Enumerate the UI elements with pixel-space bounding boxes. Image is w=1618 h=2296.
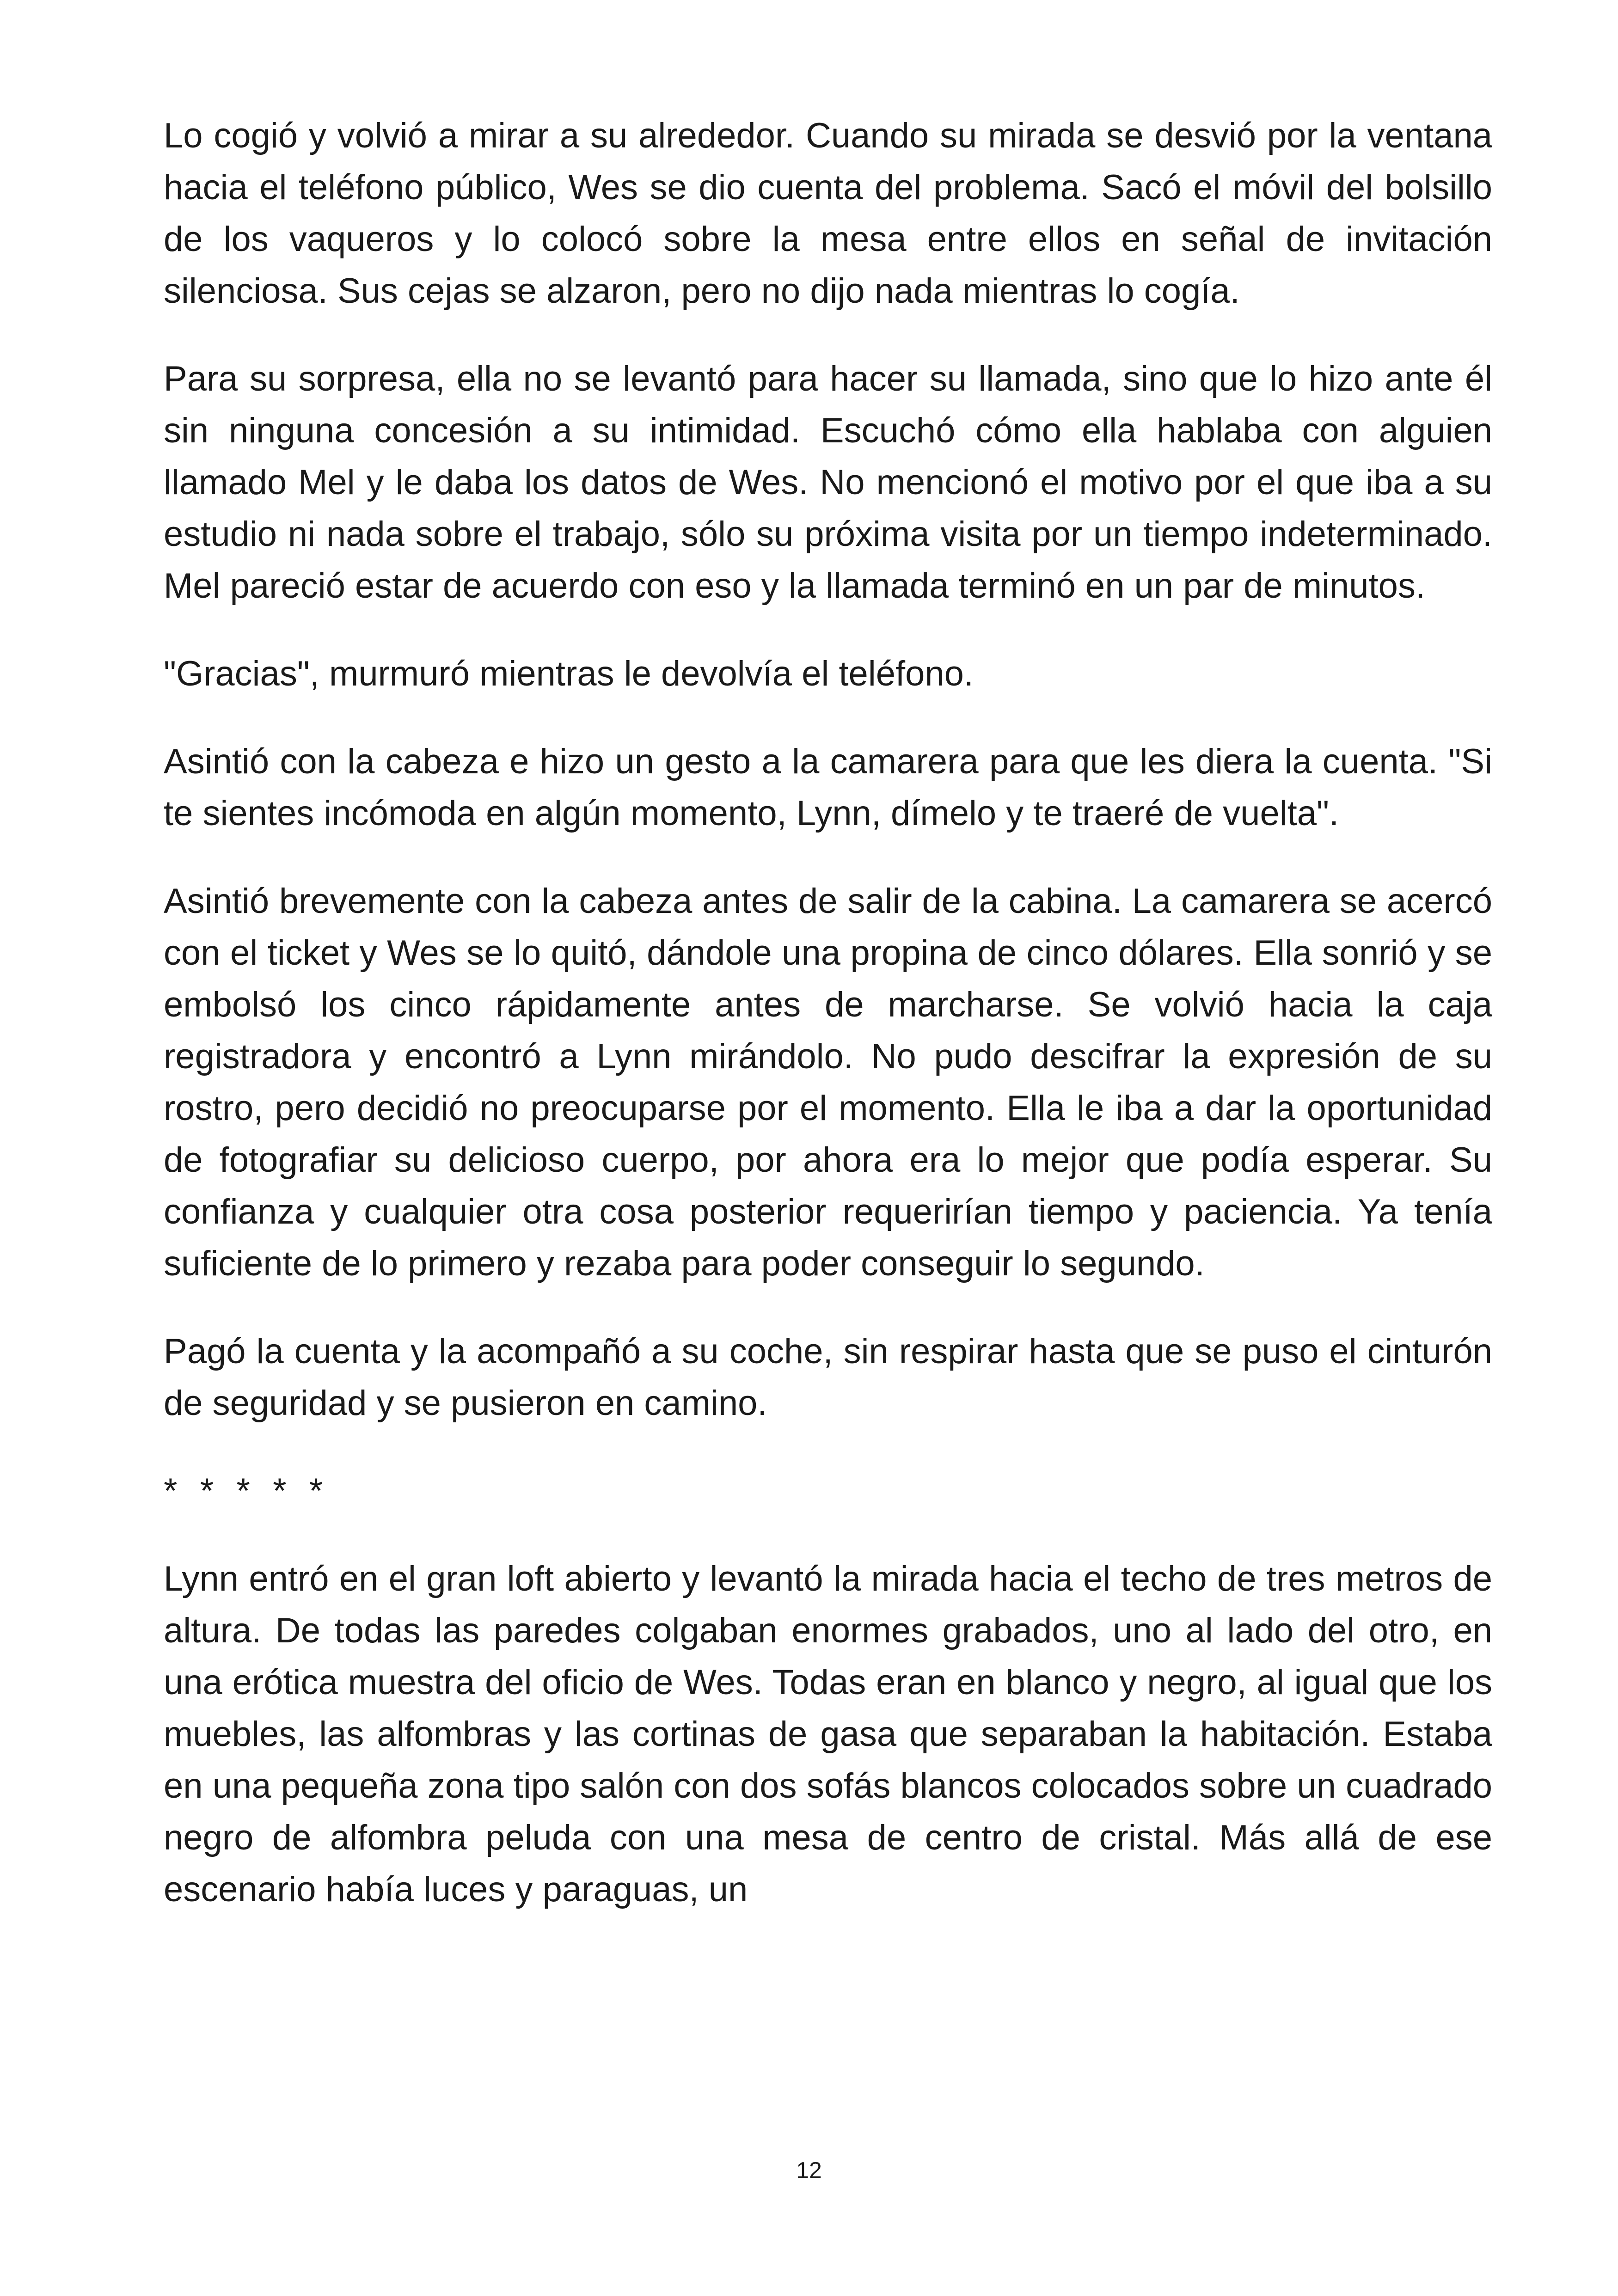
paragraph: Lo cogió y volvió a mirar a su alrededor. Cuando su mirada se desvió por la ventana hacia el teléfono público, Wes se dio cuenta del problema. Sacó el móvil del bolsillo de los vaqueros y lo colocó sobre la mesa entre ellos en señal de invitación silenciosa. Sus cejas se alzaron, pero no dijo nada mientras lo cogía. [164,116,1492,311]
paragraph: Asintió con la cabeza e hizo un gesto a la camarera para que les diera la cuenta. "Si te sientes incómoda en algún momento, Lynn, dímelo y te traeré de vuelta". [164,742,1492,833]
paragraph: "Gracias", murmuró mientras le devolvía el teléfono. [164,654,974,693]
paragraph: Lynn entró en el gran loft abierto y levantó la mirada hacia el techo de tres metros de altura. De todas las paredes colgaban enormes grabados, uno al lado del otro, en una erótica muestra del oficio de Wes. Todas eran en blanco y negro, al igual que los muebles, las alfombras y las cortinas de gasa que separaban la habitación. Estaba en una pequeña zona tipo salón con dos sofás blancos colocados sobre un cuadrado negro de alfombra peluda con una mesa de centro de cristal. Más allá de ese escenario había luces y paraguas, un [164,1559,1492,1909]
paragraph: Asintió brevemente con la cabeza antes de salir de la cabina. La camarera se acercó con el ticket y Wes se lo quitó, dándole una propina de cinco dólares. Ella sonrió y se embolsó los cinco rápidamente antes de marcharse. Se volvió hacia la caja registradora y encontró a Lynn mirándolo. No pudo descifrar la expresión de su rostro, pero decidió no preocuparse por el momento. Ella le iba a dar la oportunidad de fotografiar su delicioso cuerpo, por ahora era lo mejor que podía esperar. Su confianza y cualquier otra cosa posterior requerirían tiempo y paciencia. Ya tenía suficiente de lo primero y rezaba para poder conseguir lo segundo. [164,882,1492,1283]
paragraph: Pagó la cuenta y la acompañó a su coche, sin respirar hasta que se puso el cinturón de seguridad y se pusieron en camino. [164,1332,1492,1423]
scene-break: * * * * * [164,1471,330,1511]
paragraph: Para su sorpresa, ella no se levantó para hacer su llamada, sino que lo hizo ante él sin ninguna concesión a su intimidad. Escuchó cómo ella hablaba con alguien llamado Mel y le daba los datos de Wes. No mencionó el motivo por el que iba a su estudio ni nada sobre el trabajo, sólo su próxima visita por un tiempo indeterminado. Mel pareció estar de acuerdo con eso y la llamada terminó en un par de minutos. [164,359,1492,606]
page-number: 12 [796,2157,822,2183]
body-text [164,110,1492,1952]
